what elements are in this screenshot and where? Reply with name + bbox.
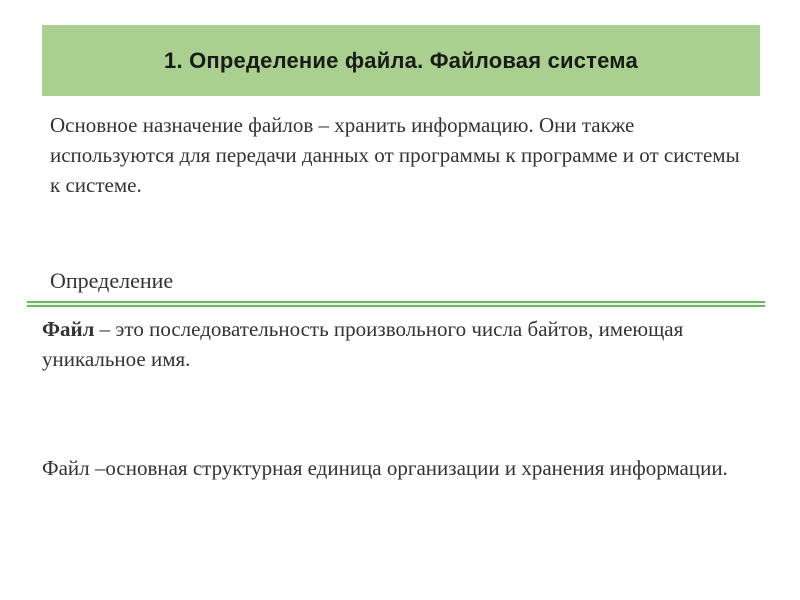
- section-divider-bottom: [27, 305, 765, 307]
- intro-paragraph: Основное назначение файлов – хранить информацию. Они также используются для передачи данных от программы к программе и от системы к системе.: [50, 113, 740, 197]
- definition-text: – это последовательность произвольного числа байтов, имеющая уникальное имя.: [42, 317, 684, 371]
- page-title: 1. Определение файла. Файловая система: [164, 47, 638, 73]
- title-banner: [42, 25, 760, 96]
- second-definition: Файл –основная структурная единица организации и хранения информации.: [42, 456, 728, 480]
- section-divider-top: [27, 301, 765, 303]
- definition-heading: Определение: [50, 268, 174, 293]
- file-definition: [42, 314, 742, 374]
- definition-term: Файл: [42, 317, 95, 341]
